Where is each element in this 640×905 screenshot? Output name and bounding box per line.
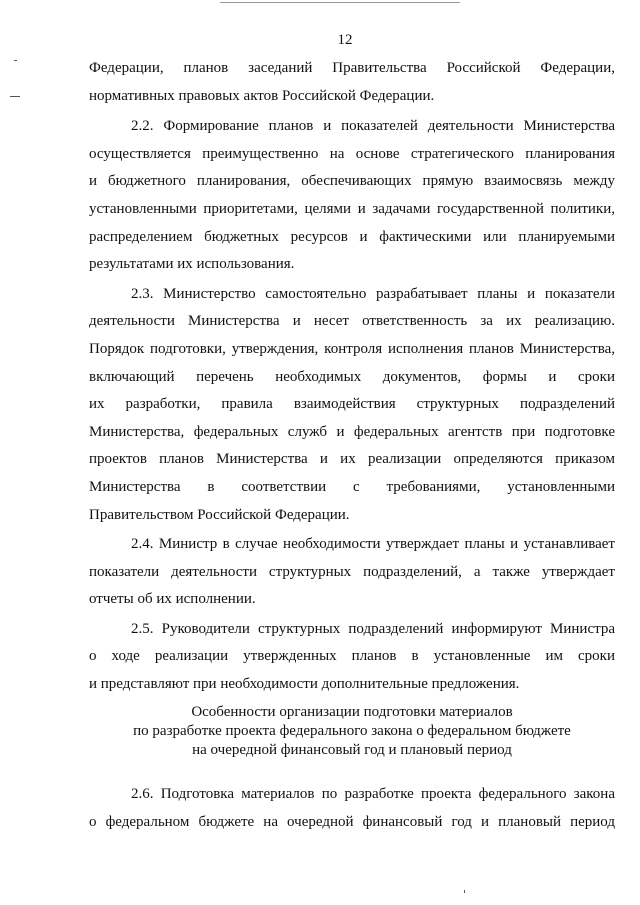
text-line: нормативных правовых актов Российской Федерации. — [89, 87, 435, 104]
text-line: их разработки, правила взаимодействия структурных подразделений — [89, 396, 615, 413]
text-line: Федерации, планов заседаний Правительства Российской Федерации, — [89, 60, 615, 76]
text-line: 2.2. Формирование планов и показателей деятельности Министерства — [131, 118, 615, 135]
paragraph-2-3 — [89, 281, 615, 529]
text-line: Министерства, федеральных служб и федеральных агентств при подготовке — [89, 423, 615, 440]
scan-artifact — [464, 890, 465, 893]
text-line: о ходе реализации утвержденных планов в установленные им сроки — [89, 648, 615, 665]
page-number: 12 — [337, 32, 353, 48]
paragraph-2-6 — [89, 781, 615, 836]
text-line: результатами их использования. — [89, 256, 295, 273]
heading-line: на очередной финансовый год и плановый период — [192, 742, 512, 758]
text-line: включающий перечень необходимых документов, формы и сроки — [89, 368, 615, 385]
text-line: и бюджетного планирования, обеспечивающих прямую взаимосвязь между — [89, 173, 615, 190]
scan-artifact — [14, 60, 17, 61]
text-line: отчеты об их исполнении. — [89, 591, 256, 608]
paragraph-2-4 — [89, 531, 615, 614]
scan-artifact — [10, 96, 20, 97]
text-line: показатели деятельности структурных подразделений, а также утверждает — [89, 563, 615, 580]
text-line: установленными приоритетами, целями и задачами государственной политики, — [89, 200, 615, 217]
text-line: проектов планов Министерства и их реализации определяются приказом — [89, 451, 615, 468]
heading-line: по разработке проекта федерального закона о федеральном бюджете — [133, 723, 571, 739]
text-line: 2.6. Подготовка материалов по разработке проекта федерального закона — [131, 786, 615, 802]
paragraph-2-5 — [89, 616, 615, 699]
paragraph-2-2 — [89, 113, 615, 279]
text-line: деятельности Министерства и несет ответственность за их реализацию. — [89, 313, 615, 330]
heading-line: Особенности организации подготовки материалов — [191, 704, 513, 720]
text-line: 2.4. Министр в случае необходимости утверждает планы и устанавливает — [131, 536, 615, 553]
text-line: Министерства в соответствии с требованиями, установленными — [89, 478, 615, 495]
section-heading — [89, 703, 615, 760]
text-line: осуществляется преимущественно на основе стратегического планирования — [89, 145, 615, 162]
scan-artifact — [220, 2, 460, 3]
text-line: Правительством Российской Федерации. — [89, 506, 350, 523]
text-line: 2.5. Руководители структурных подразделений информируют Министра — [131, 620, 615, 637]
text-line: о федеральном бюджете на очередной финансовый год и плановый период — [89, 813, 615, 830]
text-line: и представляют при необходимости дополнительные предложения. — [89, 676, 520, 693]
text-line: распределением бюджетных ресурсов и фактическими или планируемыми — [89, 228, 615, 245]
text-line: 2.3. Министерство самостоятельно разрабатывает планы и показатели — [131, 285, 615, 302]
document-body — [89, 55, 615, 699]
text-line: Порядок подготовки, утверждения, контроля исполнения планов Министерства, — [89, 340, 615, 357]
paragraph-continuation — [89, 55, 615, 110]
